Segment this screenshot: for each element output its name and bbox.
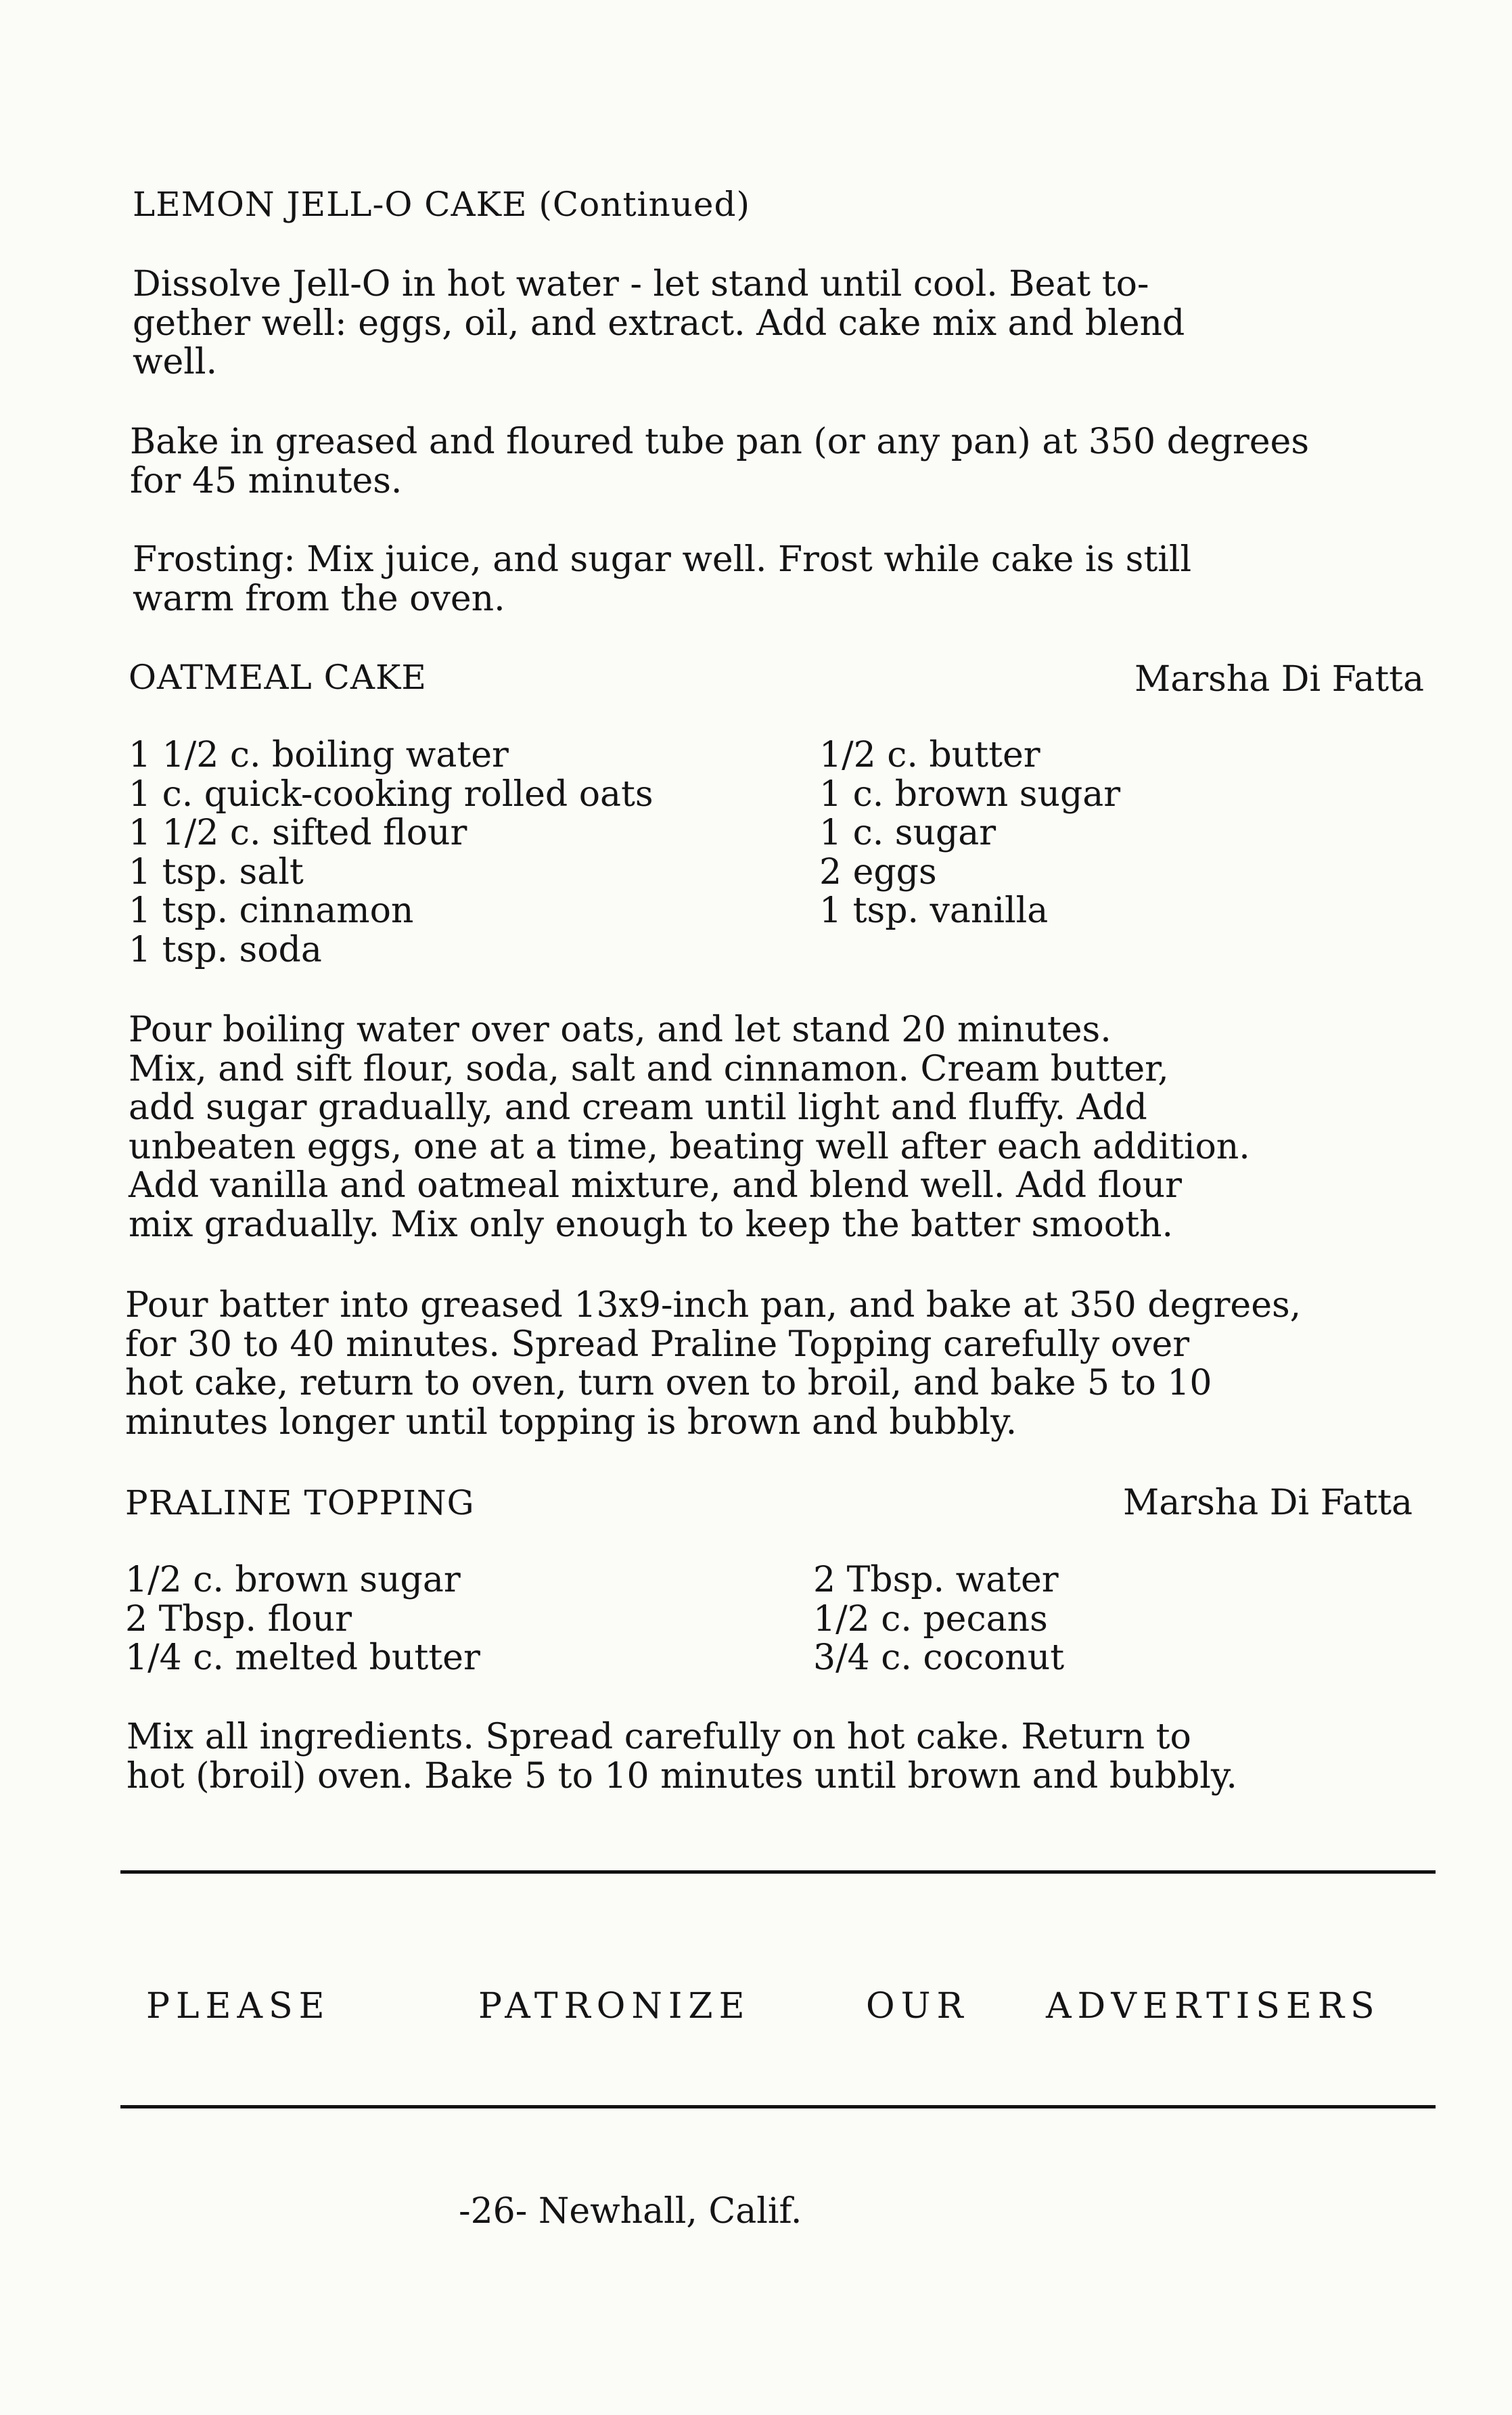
praline-topping-title: PRALINE TOPPING bbox=[125, 1483, 475, 1522]
ingredient: 3/4 c. coconut bbox=[813, 1638, 1065, 1678]
top-divider bbox=[120, 1870, 1436, 1874]
text-line: unbeaten eggs, one at a time, beating well after each addition. bbox=[129, 1126, 1250, 1167]
lemon-cake-title: LEMON JELL-O CAKE (Continued) bbox=[133, 185, 751, 224]
ingredient: 2 eggs bbox=[819, 851, 937, 893]
banner-word: PATRONIZE bbox=[478, 1986, 751, 2027]
bottom-divider bbox=[120, 2105, 1436, 2108]
text-line: Mix all ingredients. Spread carefully on hot cake. Return to bbox=[127, 1717, 1191, 1757]
text-line: Pour batter into greased 13x9-inch pan, and bake at 350 degrees, bbox=[125, 1285, 1302, 1326]
lemon-cake-instructions bbox=[133, 265, 1185, 382]
ingredient: 1 tsp. soda bbox=[129, 929, 322, 970]
oatmeal-instructions-1 bbox=[129, 1011, 1250, 1244]
text-line: Mix, and sift flour, soda, salt and cinnamon. Cream butter, bbox=[129, 1048, 1169, 1089]
lemon-cake-bake bbox=[130, 423, 1309, 501]
ingredient: 1 c. brown sugar bbox=[819, 773, 1121, 815]
text-line: well. bbox=[133, 342, 218, 382]
text-line: Frosting: Mix juice, and sugar well. Frost while cake is still bbox=[133, 539, 1192, 580]
banner-word: OUR bbox=[866, 1986, 969, 2027]
ingredient: 1 1/2 c. sifted flour bbox=[129, 813, 467, 853]
praline-instructions bbox=[127, 1718, 1237, 1796]
oatmeal-instructions-2 bbox=[125, 1286, 1301, 1442]
text-line: for 45 minutes. bbox=[130, 460, 403, 501]
banner-word: PLEASE bbox=[146, 1986, 331, 2027]
text-line: add sugar gradually, and cream until light and fluffy. Add bbox=[129, 1087, 1147, 1128]
text-line: gether well: eggs, oil, and extract. Add cake mix and blend bbox=[133, 302, 1185, 344]
ingredient: 1 tsp. salt bbox=[129, 851, 304, 893]
praline-topping-author: Marsha Di Fatta bbox=[1123, 1483, 1413, 1523]
ingredient: 2 Tbsp. water bbox=[813, 1560, 1059, 1600]
oatmeal-ingredients-left bbox=[129, 736, 654, 970]
ingredient: 1 1/2 c. boiling water bbox=[129, 735, 509, 775]
text-line: mix gradually. Mix only enough to keep the batter smooth. bbox=[129, 1204, 1174, 1245]
oatmeal-cake-title: OATMEAL CAKE bbox=[129, 658, 427, 697]
text-line: Pour boiling water over oats, and let stand 20 minutes. bbox=[129, 1010, 1112, 1050]
ingredient: 2 Tbsp. flour bbox=[125, 1598, 352, 1640]
praline-ingredients-left bbox=[125, 1561, 480, 1678]
oatmeal-ingredients-right bbox=[819, 736, 1120, 931]
advertisers-banner bbox=[0, 1986, 1512, 2037]
lemon-cake-frosting bbox=[133, 541, 1191, 618]
text-line: hot (broil) oven. Bake 5 to 10 minutes until brown and bubbly. bbox=[127, 1755, 1237, 1797]
page-footer: -26- Newhall, Calif. bbox=[459, 2191, 802, 2232]
text-line: Bake in greased and floured tube pan (or any pan) at 350 degrees bbox=[130, 422, 1310, 462]
ingredient: 1 tsp. cinnamon bbox=[129, 890, 414, 931]
banner-word: ADVERTISERS bbox=[1046, 1986, 1381, 2027]
ingredient: 1 tsp. vanilla bbox=[819, 890, 1049, 931]
ingredient: 1/2 c. brown sugar bbox=[125, 1560, 461, 1600]
ingredient: 1 c. quick-cooking rolled oats bbox=[129, 773, 654, 815]
text-line: Dissolve Jell-O in hot water - let stand until cool. Beat to- bbox=[133, 264, 1149, 304]
ingredient: 1/2 c. butter bbox=[819, 735, 1040, 775]
ingredient: 1/2 c. pecans bbox=[813, 1598, 1048, 1640]
text-line: for 30 to 40 minutes. Spread Praline Topping carefully over bbox=[125, 1324, 1190, 1365]
ingredient: 1/4 c. melted butter bbox=[125, 1638, 480, 1678]
oatmeal-cake-author: Marsha Di Fatta bbox=[1135, 659, 1425, 700]
text-line: minutes longer until topping is brown and bubbly. bbox=[125, 1401, 1017, 1443]
text-line: hot cake, return to oven, turn oven to broil, and bake 5 to 10 bbox=[125, 1363, 1212, 1403]
text-line: Add vanilla and oatmeal mixture, and blend well. Add flour bbox=[129, 1165, 1182, 1206]
ingredient: 1 c. sugar bbox=[819, 813, 996, 853]
text-line: warm from the oven. bbox=[133, 578, 505, 619]
praline-ingredients-right bbox=[813, 1561, 1064, 1678]
